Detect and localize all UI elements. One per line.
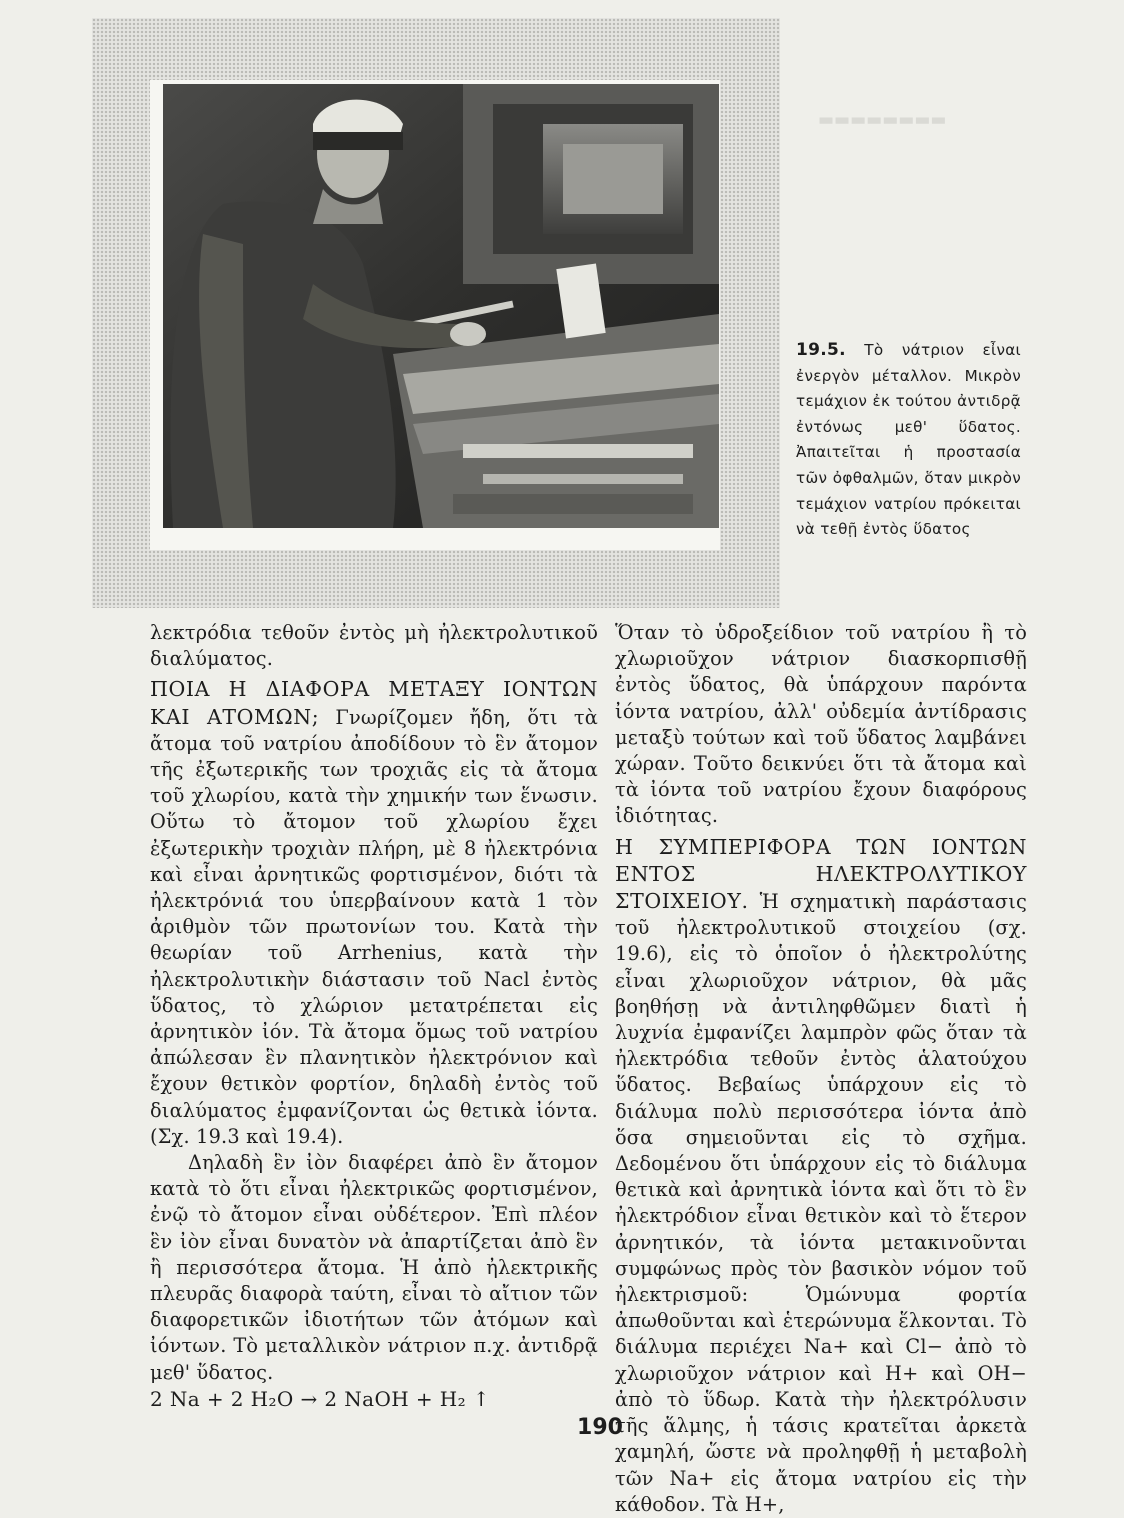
caption-number: 19.5. [796,340,846,360]
paragraph: Γνωρίζομεν ἤδη, ὅτι τὰ ἄτομα τοῦ νατρίου ἀποδίδουν τὸ ἓν ἄτομον τῆς ἐξωτερικῆς των τροχιᾶς εἰς τὰ ἄτομα τοῦ χλωρίου, κατὰ τὴν χημικήν των ἕνωσιν. Οὕτω τὸ ἄτομον τοῦ χλωρίου ἔχει ἐξωτερικὴν τροχιὰν πλήρη, μὲ 8 ἠλεκτρόνια καὶ εἶναι ἀρνητικῶς φορτισμένον, διότι τὰ ἠλεκτρόνιά του ὑπερβαίνουν κατὰ 1 τὸν ἀριθμὸν τῶν πρωτονίων του. Κατὰ τὴν θεωρίαν τοῦ Arrhenius, κατὰ τὴν ἠλεκτρολυτικὴν διάστασιν τοῦ Nacl ἐντὸς ὕδατος, τὸ χλώριον μετατρέπεται εἰς ἀρνητικὸν ἰόν. Τὰ ἄτομα ὅμως τοῦ νατρίου ἀπώλεσαν ἓν πλανητικὸν ἠλεκτρόνιον καὶ ἔχουν θετικὸν φορτίον, δηλαδὴ ἐντὸς τοῦ διαλύματος ἐμφανίζονται ὡς θετικὰ ἰόντα. (Σχ. 19.3 καὶ 19.4). [150,705,598,1148]
right-column [615,620,1027,1518]
page-number: 190 [577,1415,623,1440]
left-column [150,620,598,1412]
paragraph: Ὅταν τὸ ὑδροξείδιον τοῦ νατρίου ἢ τὸ χλωριοῦχον νάτριον διασκορπισθῇ ἐντὸς ὕδατος, θὰ ὑπάρχουν παρόντα ἰόντα νατρίου, ἀλλ' οὐδεμία ἀντίδρασις μεταξὺ τούτων καὶ τοῦ ὕδατος λαμβάνει χώραν. Τοῦτο δεικνύει ὅτι τὰ ἄτομα καὶ τὰ ἰόντα τοῦ νατρίου ἔχουν διαφόρους ἰδιότητας. [615,621,1027,828]
chemical-equation: 2 Na + 2 H₂O → 2 NaOH + H₂ ↑ [150,1386,490,1411]
photo-worker-handling-sodium [163,84,719,528]
paragraph: Ἡ σχηματικὴ παράστασις τοῦ ἠλεκτρολυτικοῦ στοιχείου (σχ. 19.6), εἰς τὸ ὁποῖον ὁ ἠλεκτρολύτης εἶναι χλωριοῦχον νάτριον, θὰ μᾶς βοηθήσῃ νὰ ἀντιληφθῶμεν διατὶ ἡ λυχνία ἐμφανίζει λαμπρὸν φῶς ὅταν τὰ ἠλεκτρόδια τεθοῦν ἐντὸς ἁλατούχου ὕδατος. Βεβαίως ὑπάρχουν εἰς τὸ διάλυμα πολὺ περισσότερα ἰόντα ἀπὸ ὅσα σημειοῦνται εἰς τὸ σχῆμα. Δεδομένου ὅτι ὑπάρχουν εἰς τὸ διάλυμα θετικὰ καὶ ἀρνητικὰ ἰόντα καὶ ὅτι τὸ ἓν ἠλεκτρόδιον εἶναι θετικὸν καὶ τὸ ἕτερον ἀρνητικόν, τὰ ἰόντα μετακινοῦνται συμφώνως πρὸς τὸν βασικὸν νόμον τοῦ ἠλεκτρισμοῦ: Ὁμώνυμα φορτία ἀπωθοῦνται καὶ ἑτερώνυμα ἕλκονται. Τὸ διάλυμα περιέχει Na+ καὶ Cl− ἀπὸ τὸ χλωριοῦχον νάτριον καὶ H+ καὶ OH− ἀπὸ τὸ ὕδωρ. Κατὰ τὴν ἠλεκτρόλυσιν τῆς ἅλμης, ἡ τάσις κρατεῖται ἀρκετὰ χαμηλή, ὥστε νὰ προληφθῇ ἡ μεταβολὴ τῶν Na+ εἰς ἄτομα νατρίου εἰς τὴν κάθοδον. Τὰ H+, [615,890,1027,1516]
section-heading: ΠΟΙΑ Η ΔΙΑΦΟΡΑ ΜΕΤΑΞΥ ΙΟΝΤΩΝ ΚΑΙ ΑΤΟΜΩΝ; [150,677,598,729]
paragraph: Δηλαδὴ ἓν ἰὸν διαφέρει ἀπὸ ἓν ἄτομον κατὰ τὸ ὅτι εἶναι ἠλεκτρικῶς φορτισμένον, ἐνῷ τὸ ἄτομον εἶναι οὐδέτερον. Ἐπὶ πλέον ἓν ἰὸν εἶναι δυνατὸν νὰ ἀπαρτίζεται ἀπὸ ἓν ἢ περισσότερα ἄτομα. Ἡ ἀπὸ ἠλεκτρικῆς πλευρᾶς διαφορὰ ταύτη, εἶναι τὸ αἴτιον τῶν διαφορετικῶν ἰδιοτήτων τῶν ἀτόμων καὶ ἰόντων. Τὸ μεταλλικὸν νάτριον π.χ. ἀντιδρᾷ μεθ' ὕδατος. [150,1151,598,1384]
paragraph: λεκτρόδια τεθοῦν ἐντὸς μὴ ἠλεκτρολυτικοῦ διαλύματος. [150,621,598,671]
section-heading: Η ΣΥΜΠΕΡΙΦΟΡΑ ΤΩΝ ΙΟΝΤΩΝ ΕΝΤΟΣ ΗΛΕΚΤΡΟΛΥΤΙΚΟΥ ΣΤΟΙΧΕΙΟΥ. [615,834,1027,914]
caption-text: Τὸ νάτριον εἶναι ἐνεργὸν μέταλλον. Μικρὸν τεμάχιον ἐκ τούτου ἀντιδρᾷ ἐντόνως μεθ' ὕδατος. Ἀπαιτεῖται ἡ προστασία τῶν ὀφθαλμῶν, ὅταν μικρὸν τεμάχιον νατρίου πρόκειται νὰ τεθῇ ἐντὸς ὕδατος [796,341,1021,539]
bleed-through-text: ▬▬▬▬▬▬▬▬ [818,110,947,130]
figure-caption [796,338,1021,543]
